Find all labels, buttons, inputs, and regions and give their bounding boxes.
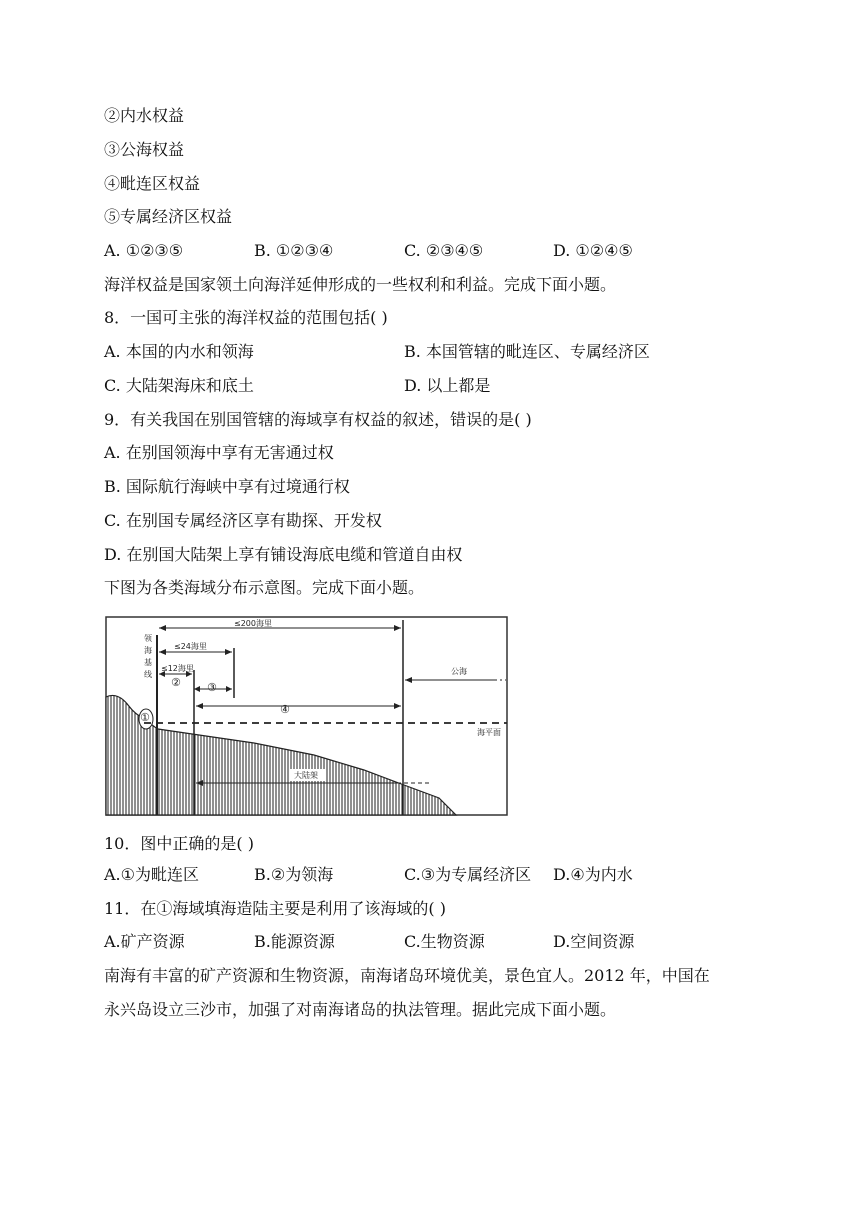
q10-option-d[interactable]: D.④为内水: [553, 865, 633, 884]
option-line-4: ④毗连区权益: [104, 174, 201, 193]
intro-south-china-sea-1: 南海有丰富的矿产资源和生物资源，南海诸岛环境优美，景色宜人。2012 年，中国在: [104, 966, 710, 985]
q11-option-a[interactable]: A.矿产资源: [104, 932, 185, 951]
question-11: 11．在①海域填海造陆主要是利用了该海域的( ): [104, 899, 446, 918]
option-line-5: ⑤专属经济区权益: [104, 207, 233, 226]
q11-option-d[interactable]: D.空间资源: [553, 932, 635, 951]
q9-option-a[interactable]: A. 在别国领海中享有无害通过权: [104, 443, 334, 462]
q10-option-c[interactable]: C.③为专属经济区: [404, 865, 532, 884]
question-9: 9．有关我国在别国管辖的海域享有权益的叙述，错误的是( ): [104, 410, 532, 429]
q10-option-a[interactable]: A.①为毗连区: [104, 865, 199, 884]
label-baseline-2: 海: [144, 646, 152, 655]
q9-option-d[interactable]: D. 在别国大陆架上享有铺设海底电缆和管道自由权: [104, 545, 463, 564]
q8-option-b[interactable]: B. 本国管辖的毗连区、专属经济区: [404, 342, 650, 361]
sea-zones-diagram: [104, 615, 510, 817]
q8-option-c[interactable]: C. 大陆架海床和底土: [104, 376, 254, 395]
label-baseline-3: 基: [144, 658, 152, 667]
label-high-seas: 公海: [451, 667, 467, 676]
intro-maritime-rights: 海洋权益是国家领土向海洋延伸形成的一些权利和利益。完成下面小题。: [104, 275, 617, 294]
q7-option-a[interactable]: A. ①②③⑤: [104, 241, 184, 260]
label-12nm: ≤12海里: [161, 664, 194, 673]
q7-option-c[interactable]: C. ②③④⑤: [404, 241, 484, 260]
q7-option-d[interactable]: D. ①②④⑤: [553, 241, 633, 260]
label-sea-level: 海平面: [477, 728, 501, 737]
q8-option-a[interactable]: A. 本国的内水和领海: [104, 342, 254, 361]
q11-option-c[interactable]: C.生物资源: [404, 932, 485, 951]
option-line-3: ③公海权益: [104, 140, 185, 159]
q8-option-d[interactable]: D. 以上都是: [404, 376, 491, 395]
label-zone-4: ④: [280, 703, 290, 716]
option-line-2: ②内水权益: [104, 106, 185, 125]
q9-option-c[interactable]: C. 在别国专属经济区享有勘探、开发权: [104, 511, 382, 530]
q7-option-b[interactable]: B. ①②③④: [254, 241, 334, 260]
q10-option-b[interactable]: B.②为领海: [254, 865, 334, 884]
label-continental-shelf: 大陆架: [294, 771, 318, 780]
label-zone-1: ①: [140, 711, 150, 724]
intro-diagram: 下图为各类海域分布示意图。完成下面小题。: [104, 578, 425, 597]
q11-option-b[interactable]: B.能源资源: [254, 932, 335, 951]
q9-option-b[interactable]: B. 国际航行海峡中享有过境通行权: [104, 477, 350, 496]
question-8: 8．一国可主张的海洋权益的范围包括( ): [104, 308, 388, 327]
label-baseline-1: 领: [144, 634, 152, 643]
label-24nm: ≤24海里: [174, 642, 207, 651]
label-zone-2: ②: [171, 676, 181, 689]
question-10: 10．图中正确的是( ): [104, 834, 254, 853]
intro-south-china-sea-2: 永兴岛设立三沙市，加强了对南海诸岛的执法管理。据此完成下面小题。: [104, 1000, 617, 1019]
label-200nm: ≤200海里: [234, 619, 272, 628]
label-zone-3: ③: [207, 681, 217, 694]
label-baseline-4: 线: [144, 670, 152, 679]
